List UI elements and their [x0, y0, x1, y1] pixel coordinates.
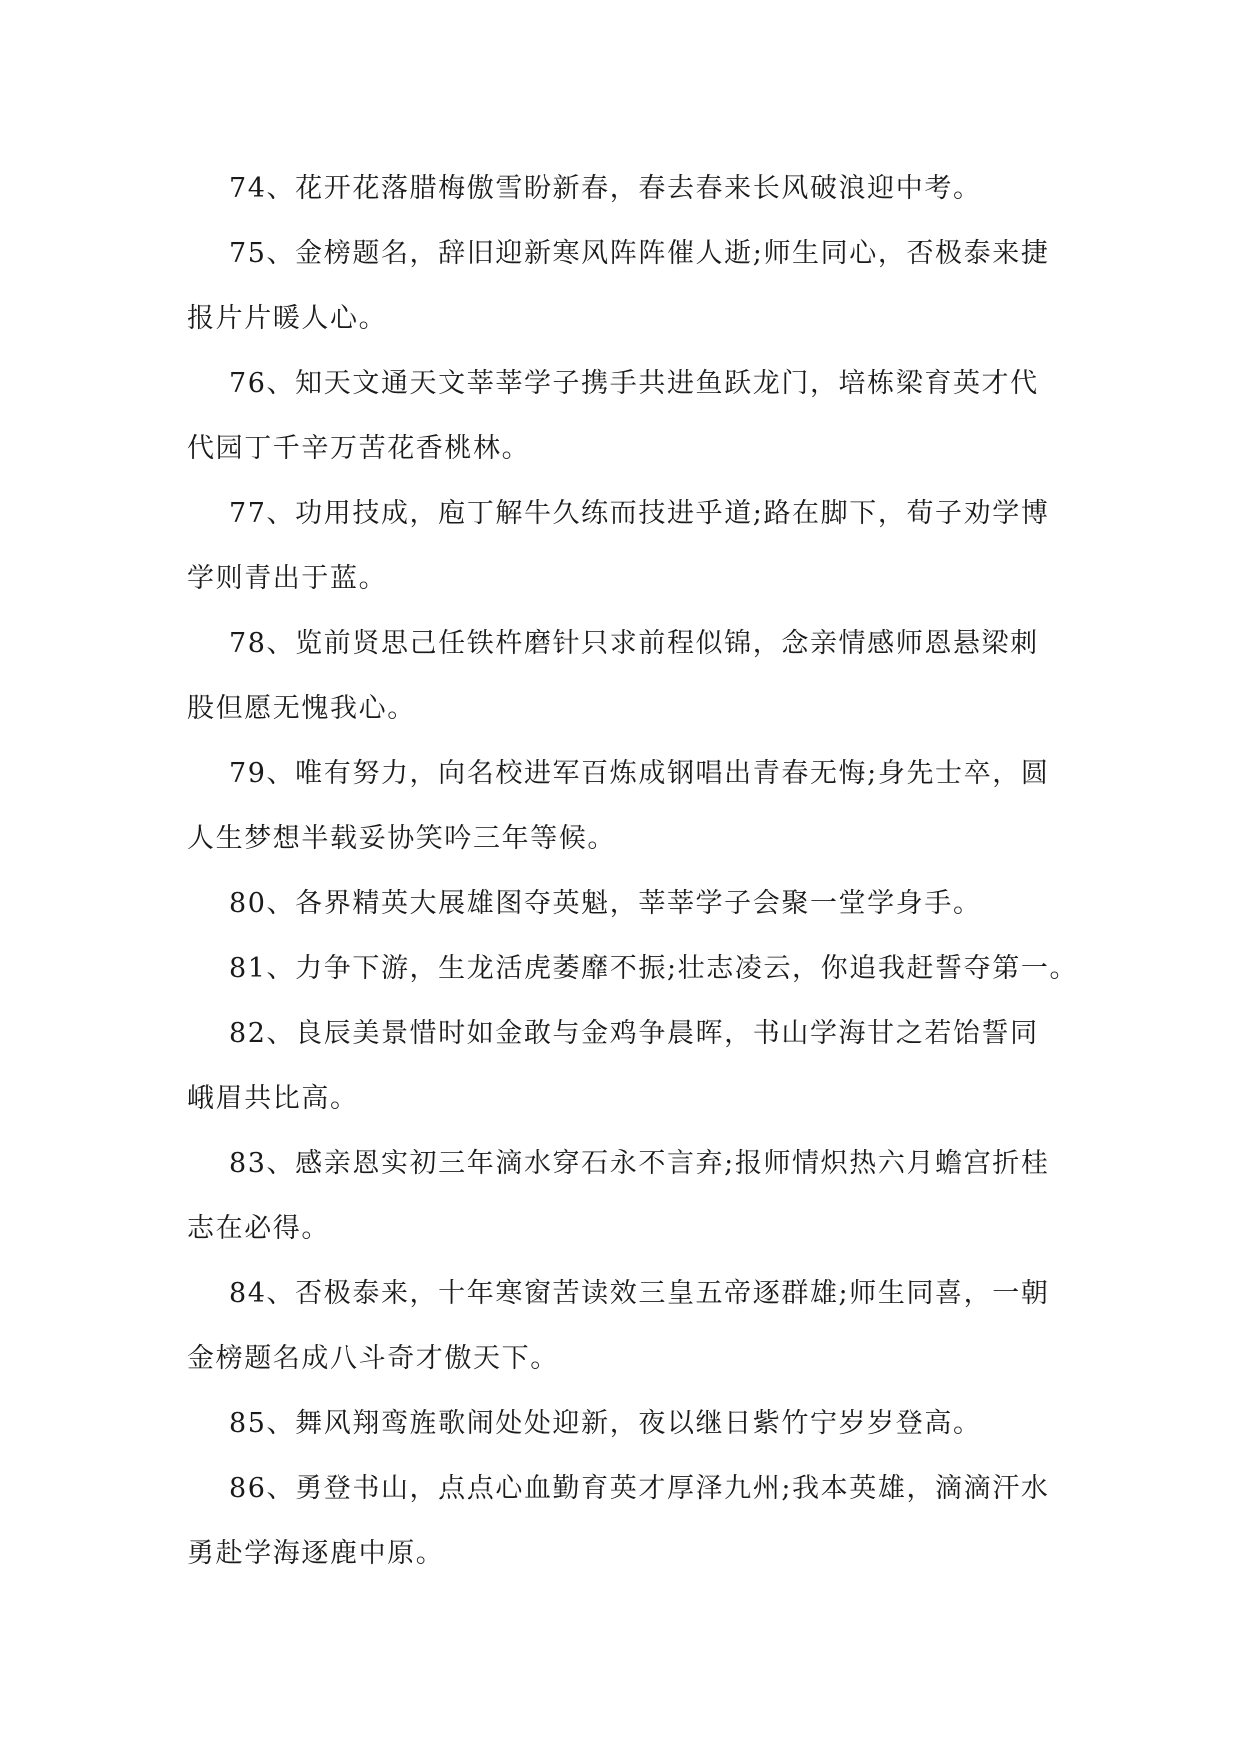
text-line: 79、唯有努力，向名校进军百炼成钢唱出青春无悔;身先士卒，圆 [229, 758, 1050, 789]
text-line: 股但愿无愧我心。 [187, 693, 416, 724]
text-line: 80、各界精英大展雄图夺英魁，莘莘学子会聚一堂学身手。 [229, 888, 982, 919]
text-line: 83、感亲恩实初三年滴水穿石永不言弃;报师情炽热六月蟾宫折桂 [229, 1148, 1050, 1179]
text-line: 代园丁千辛万苦花香桃林。 [187, 433, 531, 464]
text-line: 86、勇登书山，点点心血勤育英才厚泽九州;我本英雄，滴滴汗水 [229, 1473, 1050, 1504]
text-line: 74、花开花落腊梅傲雪盼新春，春去春来长风破浪迎中考。 [229, 173, 982, 204]
text-line: 人生梦想半载妥协笑吟三年等候。 [187, 823, 616, 854]
text-line: 85、舞风翔鸾旌歌闹处处迎新，夜以继日紫竹宁岁岁登高。 [229, 1408, 982, 1439]
text-line: 78、览前贤思己任铁杵磨针只求前程似锦，念亲情感师恩悬梁刺 [229, 628, 1039, 659]
text-line: 76、知天文通天文莘莘学子携手共进鱼跃龙门，培栋梁育英才代 [229, 368, 1039, 399]
text-line: 84、否极泰来，十年寒窗苦读效三皇五帝逐群雄;师生同喜，一朝 [229, 1278, 1050, 1309]
text-line: 勇赴学海逐鹿中原。 [187, 1538, 445, 1569]
text-line: 77、功用技成，庖丁解牛久练而技进乎道;路在脚下，荀子劝学博 [229, 498, 1050, 529]
text-line: 学则青出于蓝。 [187, 563, 388, 594]
text-line: 75、金榜题名，辞旧迎新寒风阵阵催人逝;师生同心，否极泰来捷 [229, 238, 1050, 269]
text-line: 峨眉共比高。 [187, 1083, 359, 1114]
text-line: 报片片暖人心。 [187, 303, 388, 334]
text-line: 志在必得。 [187, 1213, 330, 1244]
text-line: 金榜题名成八斗奇才傲天下。 [187, 1343, 559, 1374]
document-body [187, 156, 1079, 1586]
text-line: 82、良辰美景惜时如金敢与金鸡争晨晖，书山学海甘之若饴誓同 [229, 1018, 1039, 1049]
text-line: 81、力争下游，生龙活虎萎靡不振;壮志凌云，你追我赶誓夺第一。 [229, 953, 1079, 984]
